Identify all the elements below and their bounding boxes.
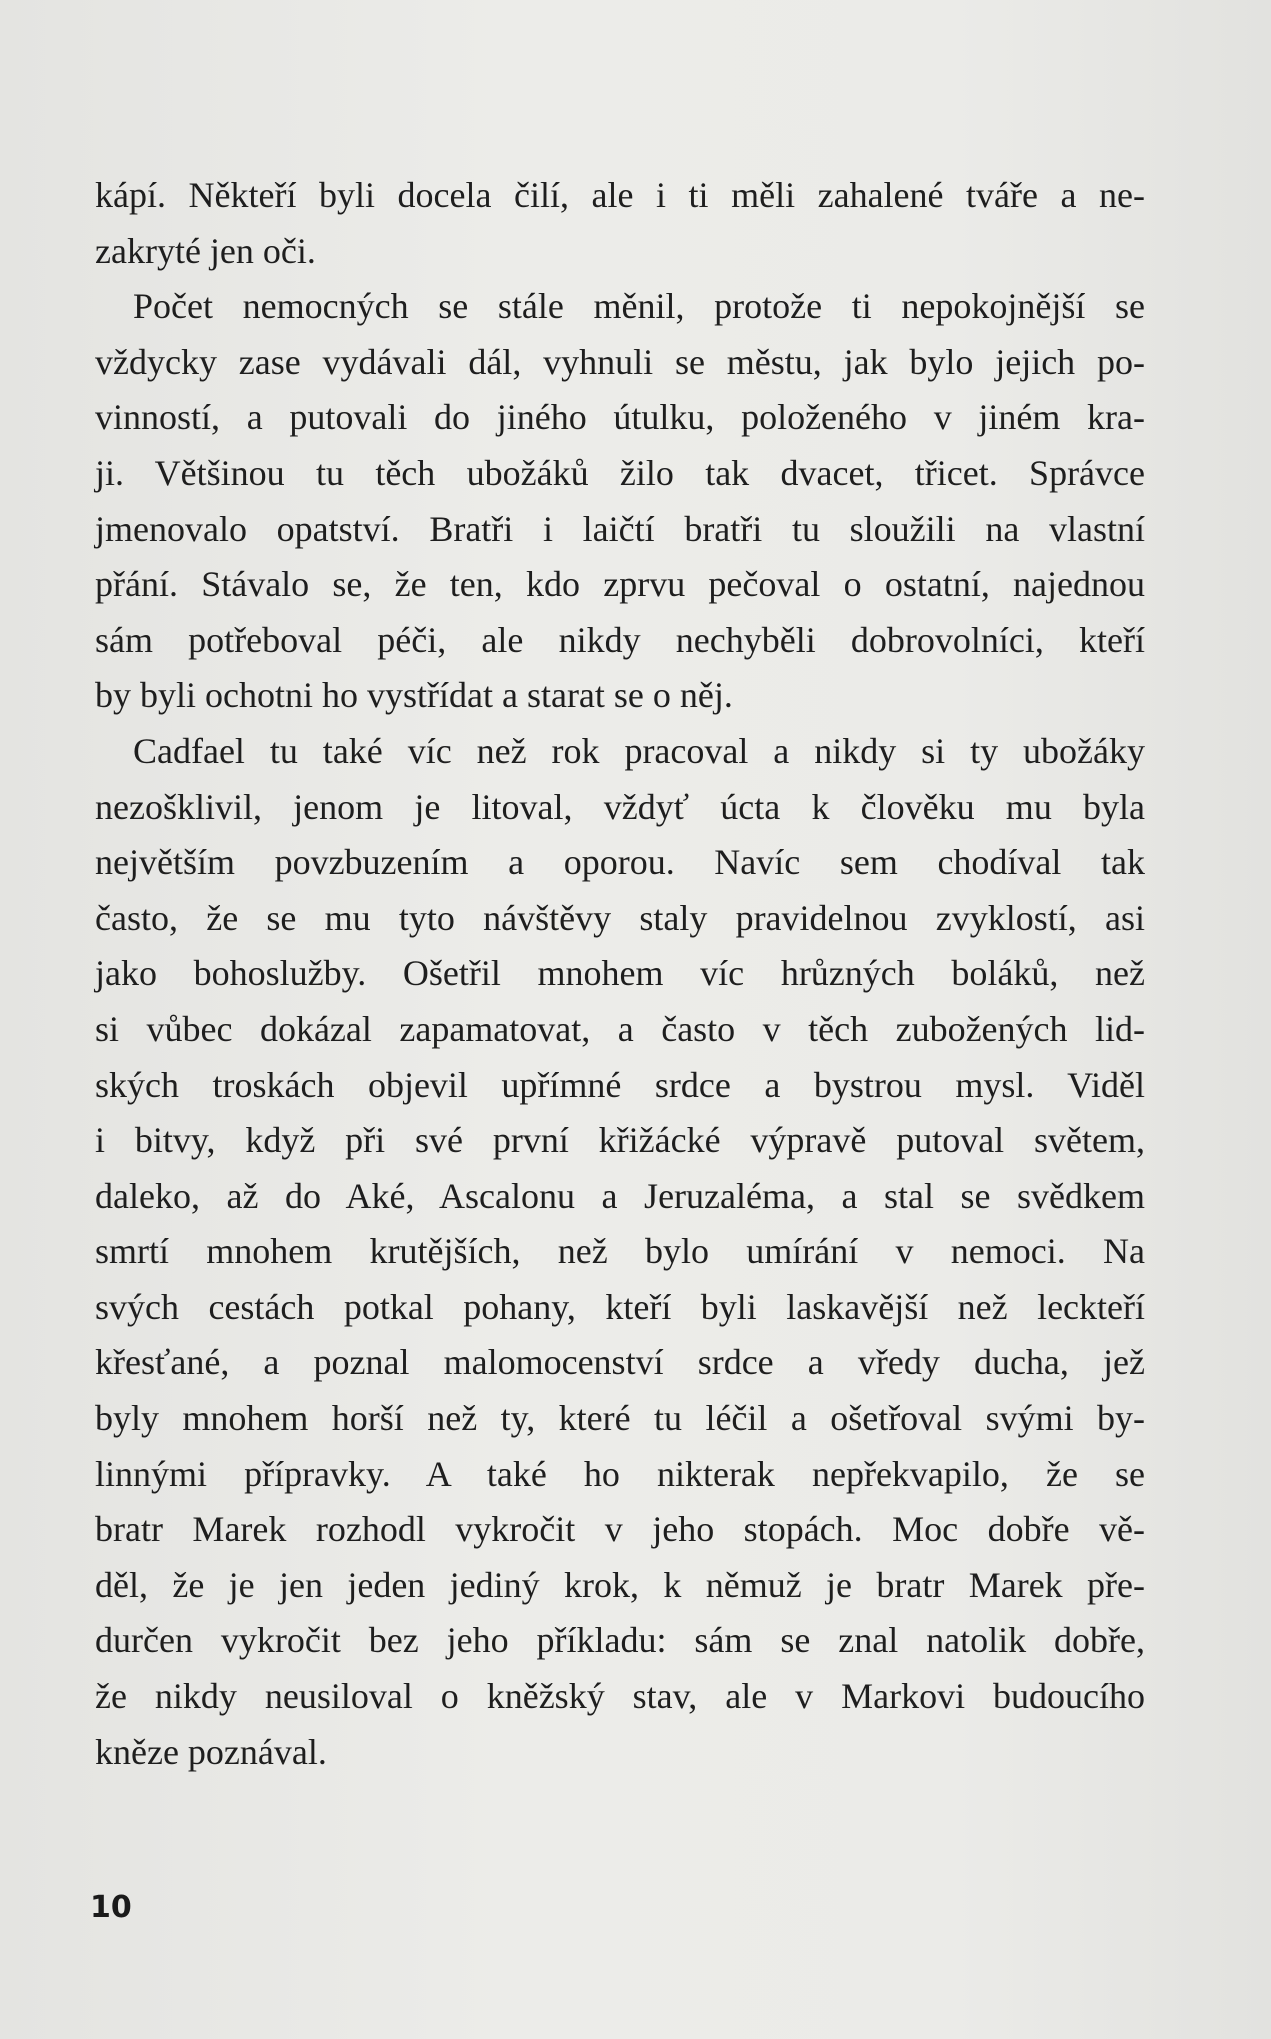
text-line: vždycky zase vydávali dál, vyhnuli se městu, jak bylo jejich po- (95, 341, 1145, 382)
text-line: durčen vykročit bez jeho příkladu: sám se znal natolik dobře, (95, 1620, 1145, 1661)
text-line: linnými přípravky. A také ho nikterak nepřekvapilo, že se (95, 1453, 1145, 1494)
text-line: největším povzbuzením a oporou. Navíc sem chodíval tak (95, 842, 1145, 883)
text-line: nezošklivil, jenom je litoval, vždyť úcta k člověku mu byla (95, 786, 1145, 827)
text-line: sám potřeboval péči, ale nikdy nechyběli dobrovolníci, kteří (95, 619, 1145, 660)
text-line: svých cestách potkal pohany, kteří byli laskavější než leckteří (95, 1286, 1145, 1327)
text-line: jmenovalo opatství. Bratři i laičtí bratři tu sloužili na vlastní (95, 508, 1145, 549)
text-line: kněze poznával. (95, 1731, 327, 1772)
text-line: ji. Většinou tu těch ubožáků žilo tak dvacet, třicet. Správce (95, 452, 1145, 493)
text-line: by byli ochotni ho vystřídat a starat se o něj. (95, 675, 733, 716)
text-line: ských troskách objevil upřímné srdce a bystrou mysl. Viděl (95, 1064, 1145, 1105)
text-line: křesťané, a poznal malomocenství srdce a vředy ducha, jež (95, 1342, 1145, 1383)
page-number: 10 (90, 1890, 132, 1925)
text-line: smrtí mnohem krutějších, než bylo umírání v nemoci. Na (95, 1231, 1145, 1272)
paragraph-start-line: Cadfael tu také víc než rok pracoval a nikdy si ty ubožáky (133, 730, 1145, 771)
text-line: často, že se mu tyto návštěvy staly pravidelnou zvyklostí, asi (95, 897, 1145, 938)
text-line: jako bohoslužby. Ošetřil mnohem víc hrůzných boláků, než (95, 953, 1145, 994)
text-line: zakryté jen oči. (95, 230, 316, 271)
text-line: vinností, a putovali do jiného útulku, položeného v jiném kra- (95, 397, 1145, 438)
text-line: si vůbec dokázal zapamatovat, a často v těch zubožených lid- (95, 1008, 1145, 1049)
text-line: i bitvy, když při své první křižácké výpravě putoval světem, (95, 1120, 1145, 1161)
text-line: kápí. Někteří byli docela čilí, ale i ti měli zahalené tváře a ne- (95, 175, 1145, 215)
paragraph-start-line: Počet nemocných se stále měnil, protože ti nepokojnější se (133, 286, 1145, 327)
body-text (95, 168, 1145, 1780)
text-line: že nikdy neusiloval o kněžský stav, ale v Markovi budoucího (95, 1676, 1145, 1717)
text-line: přání. Stávalo se, že ten, kdo zprvu pečoval o ostatní, najednou (95, 564, 1145, 605)
text-line: děl, že je jen jeden jediný krok, k němuž je bratr Marek pře- (95, 1564, 1145, 1605)
text-line: bratr Marek rozhodl vykročit v jeho stopách. Moc dobře vě- (95, 1509, 1145, 1550)
text-line: daleko, až do Aké, Ascalonu a Jeruzaléma, a stal se svědkem (95, 1175, 1145, 1216)
text-line: byly mnohem horší než ty, které tu léčil a ošetřoval svými by- (95, 1398, 1145, 1439)
